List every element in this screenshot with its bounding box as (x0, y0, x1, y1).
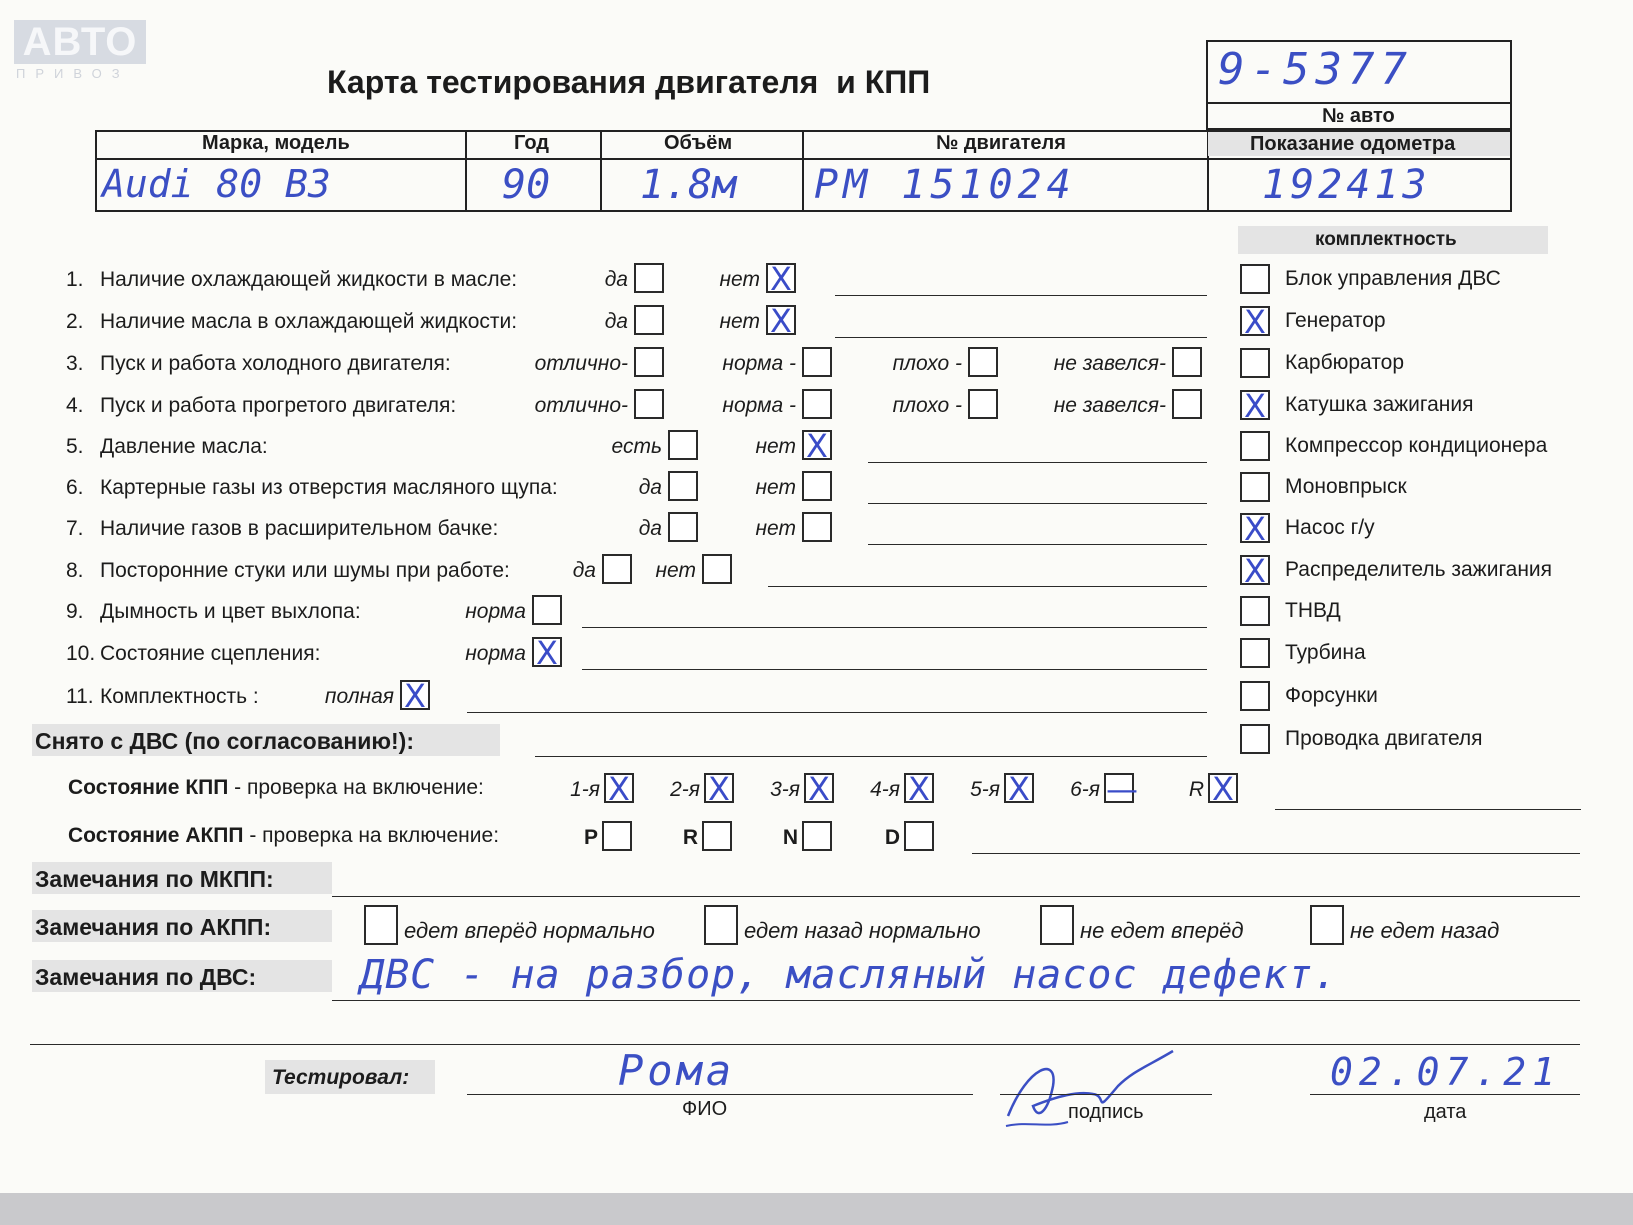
header-year: Год (514, 132, 549, 154)
check-option-label: норма - (722, 394, 796, 417)
check-option-label: нет (719, 268, 760, 291)
kpp-gear-label: 5-я (970, 778, 1000, 801)
component-checkbox-mark: X (1244, 552, 1266, 590)
check-number: 1. (66, 268, 84, 291)
component-label: Катушка зажигания (1285, 393, 1474, 416)
check-checkbox[interactable] (802, 471, 832, 501)
akpp-gear-label: N (782, 826, 798, 849)
value-make-model: Audi 80 B3 (102, 162, 331, 206)
check-number: 11. (66, 685, 94, 708)
check-option-label: нет (719, 310, 760, 333)
component-label: Турбина (1285, 641, 1366, 664)
akpp-remark-label: не едет назад (1350, 918, 1500, 943)
value-year: 90 (502, 162, 551, 208)
check-number: 4. (66, 394, 84, 417)
component-checkbox[interactable] (1240, 472, 1270, 502)
kpp-gear-checkbox[interactable] (1208, 770, 1238, 808)
date-caption: дата (1424, 1101, 1467, 1123)
akpp-remark-label: едет вперёд нормально (404, 918, 655, 943)
component-checkbox[interactable] (1240, 638, 1270, 668)
check-label: Картерные газы из отверстия масляного щупа: (100, 476, 558, 499)
remarks-akpp-label: Замечания по АКПП: (35, 914, 272, 940)
component-checkbox[interactable] (1240, 552, 1270, 590)
check-label: Пуск и работа прогретого двигателя: (100, 394, 457, 417)
check-checkbox-mark: X (536, 634, 558, 672)
check-checkbox-mark: X (770, 260, 792, 298)
check-option-label: нет (755, 476, 796, 499)
header-engine-number: № двигателя (936, 132, 1066, 154)
tested-by-label: Тестировал: (272, 1066, 410, 1089)
check-number: 3. (66, 352, 84, 375)
kpp-gear-checkbox-mark: X (608, 770, 630, 808)
header-make-model: Марка, модель (202, 132, 350, 154)
akpp-gear-label: D (884, 826, 900, 849)
check-checkbox[interactable] (766, 260, 796, 298)
check-option-label: да (638, 476, 662, 499)
value-odometer: 192413 (1262, 162, 1431, 208)
check-label: Наличие масла в охлаждающей жидкости: (100, 310, 518, 333)
signature-caption: подпись (1068, 1101, 1144, 1123)
avto-privoz-logo (14, 20, 149, 80)
logo-sub: ПРИВОЗ (16, 66, 130, 81)
check-option-label: полная (324, 685, 394, 708)
check-label: Дымность и цвет выхлопа: (100, 600, 361, 623)
kpp-gear-checkbox-mark: X (1008, 770, 1030, 808)
header-volume: Объём (664, 132, 733, 154)
check-checkbox-mark: X (404, 677, 426, 715)
component-label: Форсунки (1285, 684, 1378, 707)
answer-line (582, 669, 1207, 670)
check-option-label: плохо - (892, 394, 962, 417)
remarks-mkpp-label: Замечания по МКПП: (35, 866, 274, 892)
check-number: 2. (66, 310, 84, 333)
check-checkbox[interactable] (802, 512, 832, 542)
check-label: Давление масла: (100, 435, 268, 458)
component-checkbox-mark: X (1244, 387, 1266, 425)
check-label: Наличие газов в расширительном бачке: (100, 517, 499, 540)
component-label: Насос г/у (1285, 516, 1375, 539)
check-number: 7. (66, 517, 84, 540)
check-checkbox-mark: X (770, 302, 792, 340)
kpp-gear-checkbox-mark: X (808, 770, 830, 808)
akpp-gear-label: P (583, 826, 598, 849)
akpp-remark-checkbox[interactable] (1310, 905, 1344, 945)
component-label: Карбюратор (1285, 351, 1405, 374)
check-number: 6. (66, 476, 84, 499)
akpp-remark-label: едет назад нормально (744, 918, 981, 943)
answer-line (467, 712, 1207, 713)
check-checkbox[interactable] (766, 302, 796, 340)
answer-line (768, 586, 1207, 587)
value-volume: 1.8м (640, 162, 737, 208)
component-checkbox[interactable] (1240, 510, 1270, 548)
page-title: Карта тестирования двигателя и КПП (327, 64, 931, 100)
kpp-gear-label: 6-я (1070, 778, 1100, 801)
answer-line (835, 337, 1207, 338)
kpp-gear-label: R (1188, 778, 1204, 801)
akpp-remark-checkbox[interactable] (1040, 905, 1074, 945)
check-checkbox[interactable] (532, 595, 562, 625)
component-label: Компрессор кондиционера (1285, 434, 1548, 457)
check-option-label: нет (655, 559, 696, 582)
header-odometer: Показание одометра (1250, 133, 1456, 155)
check-checkbox[interactable] (802, 427, 832, 465)
akpp-remark-checkbox[interactable] (704, 905, 738, 945)
check-option-label: да (572, 559, 596, 582)
component-label: Блок управления ДВС (1285, 267, 1501, 290)
test-date: 02.07.21 (1330, 1050, 1562, 1094)
check-checkbox-mark: X (806, 427, 828, 465)
remarks-dvs-value: ДВС - на разбор, масляный насос дефект. (360, 952, 1339, 998)
component-checkbox[interactable] (1240, 724, 1270, 754)
component-checkbox[interactable] (1240, 387, 1270, 425)
logo-brand: АВТО (14, 20, 146, 64)
component-checkbox-mark: X (1244, 303, 1266, 341)
check-option-label: да (638, 517, 662, 540)
kpp-gear-label: 3-я (770, 778, 800, 801)
vehicle-number-label: № авто (1322, 105, 1395, 127)
check-checkbox[interactable] (400, 677, 430, 715)
check-number: 10. (66, 642, 96, 665)
check-checkbox[interactable] (702, 554, 732, 584)
name-caption: ФИО (682, 1098, 728, 1120)
answer-line (868, 503, 1207, 504)
check-label: Пуск и работа холодного двигателя: (100, 352, 451, 375)
check-option-label: есть (611, 435, 662, 458)
check-label: Посторонние стуки или шумы при работе: (100, 559, 510, 582)
completeness-header: комплектность (1315, 229, 1457, 250)
akpp-remark-checkbox[interactable] (364, 905, 398, 945)
value-engine-number: PM 151024 (814, 162, 1076, 208)
component-checkbox[interactable] (1240, 681, 1270, 711)
kpp-gear-label: 1-я (570, 778, 600, 801)
component-label: Распределитель зажигания (1285, 558, 1553, 581)
component-label: Проводка двигателя (1285, 727, 1483, 750)
component-checkbox[interactable] (1240, 264, 1270, 294)
component-label: Моновпрыск (1285, 475, 1407, 498)
check-option-label: да (604, 310, 628, 333)
component-checkbox[interactable] (1240, 596, 1270, 626)
check-option-label: плохо - (892, 352, 962, 375)
check-option-label: норма (465, 600, 526, 623)
check-label: Состояние сцепления: (100, 642, 321, 665)
akpp-label: Состояние АКПП - проверка на включение: (68, 824, 500, 847)
check-option-label: не завелся- (1053, 352, 1166, 375)
answer-line (835, 295, 1207, 296)
kpp-gear-checkbox-mark: X (908, 770, 930, 808)
kpp-label: Состояние КПП - проверка на включение: (68, 776, 484, 799)
check-option-label: нет (755, 435, 796, 458)
check-option-label: норма (465, 642, 526, 665)
answer-line (582, 627, 1207, 628)
kpp-gear-label: 4-я (870, 778, 900, 801)
answer-line (868, 544, 1207, 545)
check-option-label: нет (755, 517, 796, 540)
check-label: Наличие охлаждающей жидкости в масле: (100, 268, 518, 291)
check-option-label: отлично- (534, 352, 628, 375)
check-number: 5. (66, 435, 84, 458)
check-checkbox[interactable] (1172, 347, 1202, 377)
vehicle-number-value: 9-5377 (1218, 44, 1413, 95)
check-checkbox[interactable] (532, 634, 562, 672)
answer-line (868, 462, 1207, 463)
check-option-label: да (604, 268, 628, 291)
check-number: 9. (66, 600, 84, 623)
check-option-label: отлично- (534, 394, 628, 417)
component-checkbox-mark: X (1244, 510, 1266, 548)
component-checkbox[interactable] (1240, 431, 1270, 461)
akpp-gear-label: R (682, 826, 698, 849)
component-label: ТНВД (1285, 599, 1341, 622)
check-label: Комплектность : (100, 685, 259, 708)
kpp-gear-label: 2-я (670, 778, 700, 801)
akpp-remark-label: не едет вперёд (1080, 918, 1244, 943)
check-number: 8. (66, 559, 84, 582)
kpp-gear-checkbox-mark: X (708, 770, 730, 808)
check-option-label: не завелся- (1053, 394, 1166, 417)
component-label: Генератор (1285, 309, 1386, 332)
akpp-gear-checkbox[interactable] (904, 821, 934, 851)
kpp-gear-checkbox-mark: — (1106, 770, 1138, 808)
component-checkbox[interactable] (1240, 348, 1270, 378)
removed-from-engine-label: Снято с ДВС (по согласованию!): (35, 728, 414, 754)
check-checkbox[interactable] (1172, 389, 1202, 419)
component-checkbox[interactable] (1240, 303, 1270, 341)
check-option-label: норма - (722, 352, 796, 375)
kpp-gear-checkbox-mark: X (1212, 770, 1234, 808)
tester-name: Рома (618, 1046, 736, 1095)
remarks-dvs-label: Замечания по ДВС: (35, 964, 257, 990)
